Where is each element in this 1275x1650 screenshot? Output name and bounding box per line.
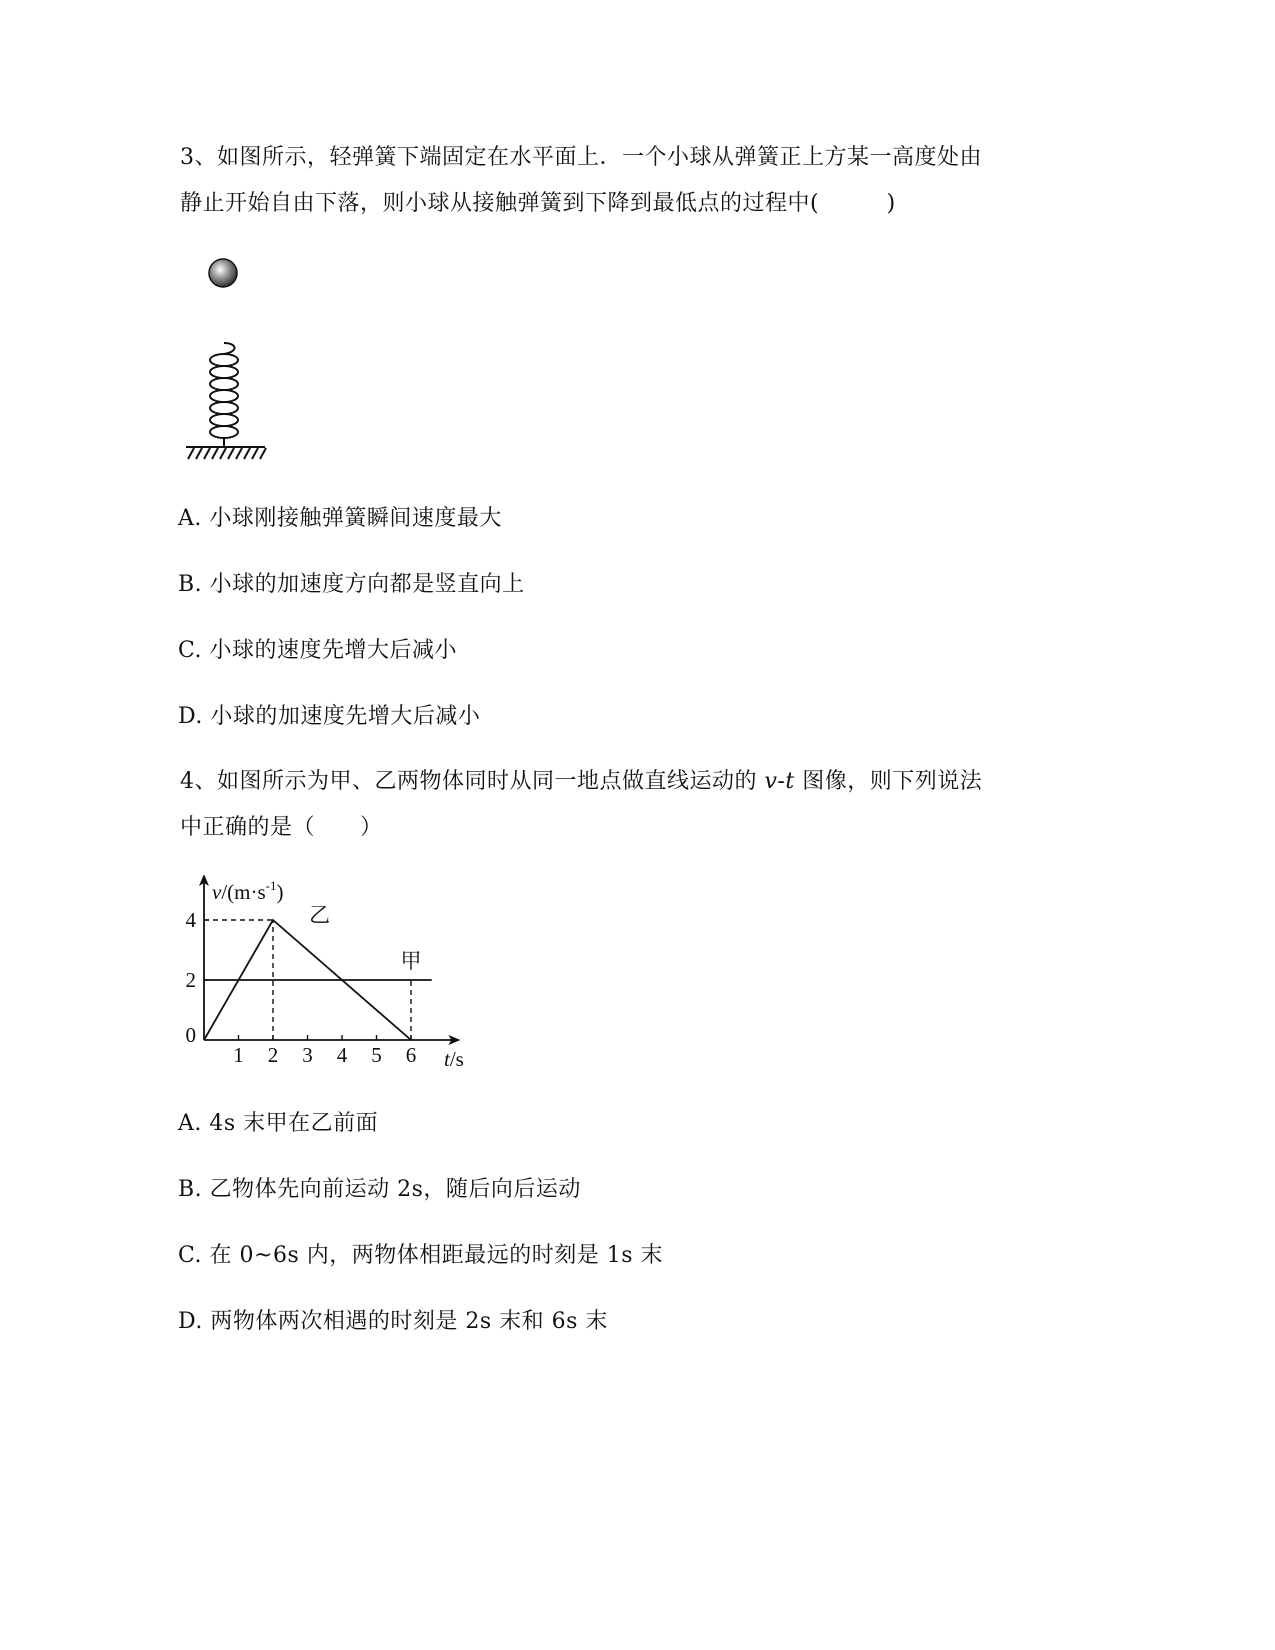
- y-axis-label-var: v: [212, 880, 222, 904]
- y-axis-label-unit: /(m·s: [221, 880, 266, 904]
- y-axis-label: [212, 878, 284, 904]
- q3-stem-line-1: 3、如图所示，轻弹簧下端固定在水平面上．一个小球从弹簧正上方某一高度处由: [180, 145, 982, 170]
- series-label-2: 乙: [309, 903, 331, 927]
- q4-stem-pre: 4、如图所示为甲、乙两物体同时从同一地点做直线运动的: [180, 769, 765, 794]
- x-axis-label-var: t: [444, 1047, 450, 1071]
- x-tick-label-4: 4: [336, 1043, 348, 1067]
- y-tick-label-2: 2: [185, 968, 196, 992]
- series-label-1: 甲: [400, 949, 422, 973]
- q3-option-d: D. 小球的加速度先增大后减小: [178, 704, 481, 729]
- spring-ball-figure: [180, 250, 280, 465]
- q4-option-c: C. 在 0~6s 内，两物体相距最远的时刻是 1s 末: [178, 1243, 664, 1268]
- y-axis-label-close: ): [276, 880, 284, 904]
- vt-graph: [180, 875, 480, 1075]
- q4-option-a: A. 4s 末甲在乙前面: [178, 1111, 379, 1136]
- q4-stem-variable: v-t: [764, 769, 795, 794]
- q3-option-a: A. 小球刚接触弹簧瞬间速度最大: [178, 506, 502, 531]
- x-tick-label-5: 5: [371, 1043, 382, 1067]
- x-tick-label-1: 1: [233, 1043, 244, 1067]
- y-axis-label-exponent: -1: [265, 878, 277, 893]
- series-lines: [204, 920, 432, 1040]
- ball: [209, 259, 237, 287]
- q3-stem-line-2: 静止开始自由下落，则小球从接触弹簧到下降到最低点的过程中( ): [180, 191, 896, 216]
- x-tick-label-3: 3: [302, 1043, 313, 1067]
- x-tick-label-6: 6: [405, 1043, 417, 1067]
- spring-coil: [210, 343, 238, 447]
- q4-stem-line-2: 中正确的是（ ）: [180, 815, 383, 840]
- origin-label: 0: [185, 1023, 196, 1047]
- x-axis-label: [444, 1047, 464, 1071]
- q4-stem-line-1: [180, 768, 982, 796]
- q4-option-d: D. 两物体两次相遇的时刻是 2s 末和 6s 末: [178, 1309, 608, 1334]
- q4-stem-post: 图像，则下列说法: [794, 769, 983, 794]
- q3-option-c: C. 小球的速度先增大后减小: [178, 638, 458, 663]
- ground-hatch: [186, 447, 266, 459]
- y-tick-label-4: 4: [185, 908, 196, 932]
- q4-option-b: B. 乙物体先向前运动 2s，随后向后运动: [178, 1177, 581, 1202]
- x-axis-label-unit: /s: [449, 1047, 464, 1071]
- q3-option-b: B. 小球的加速度方向都是竖直向上: [178, 572, 525, 597]
- x-tick-label-2: 2: [267, 1043, 279, 1067]
- chart-labels: [186, 878, 464, 1071]
